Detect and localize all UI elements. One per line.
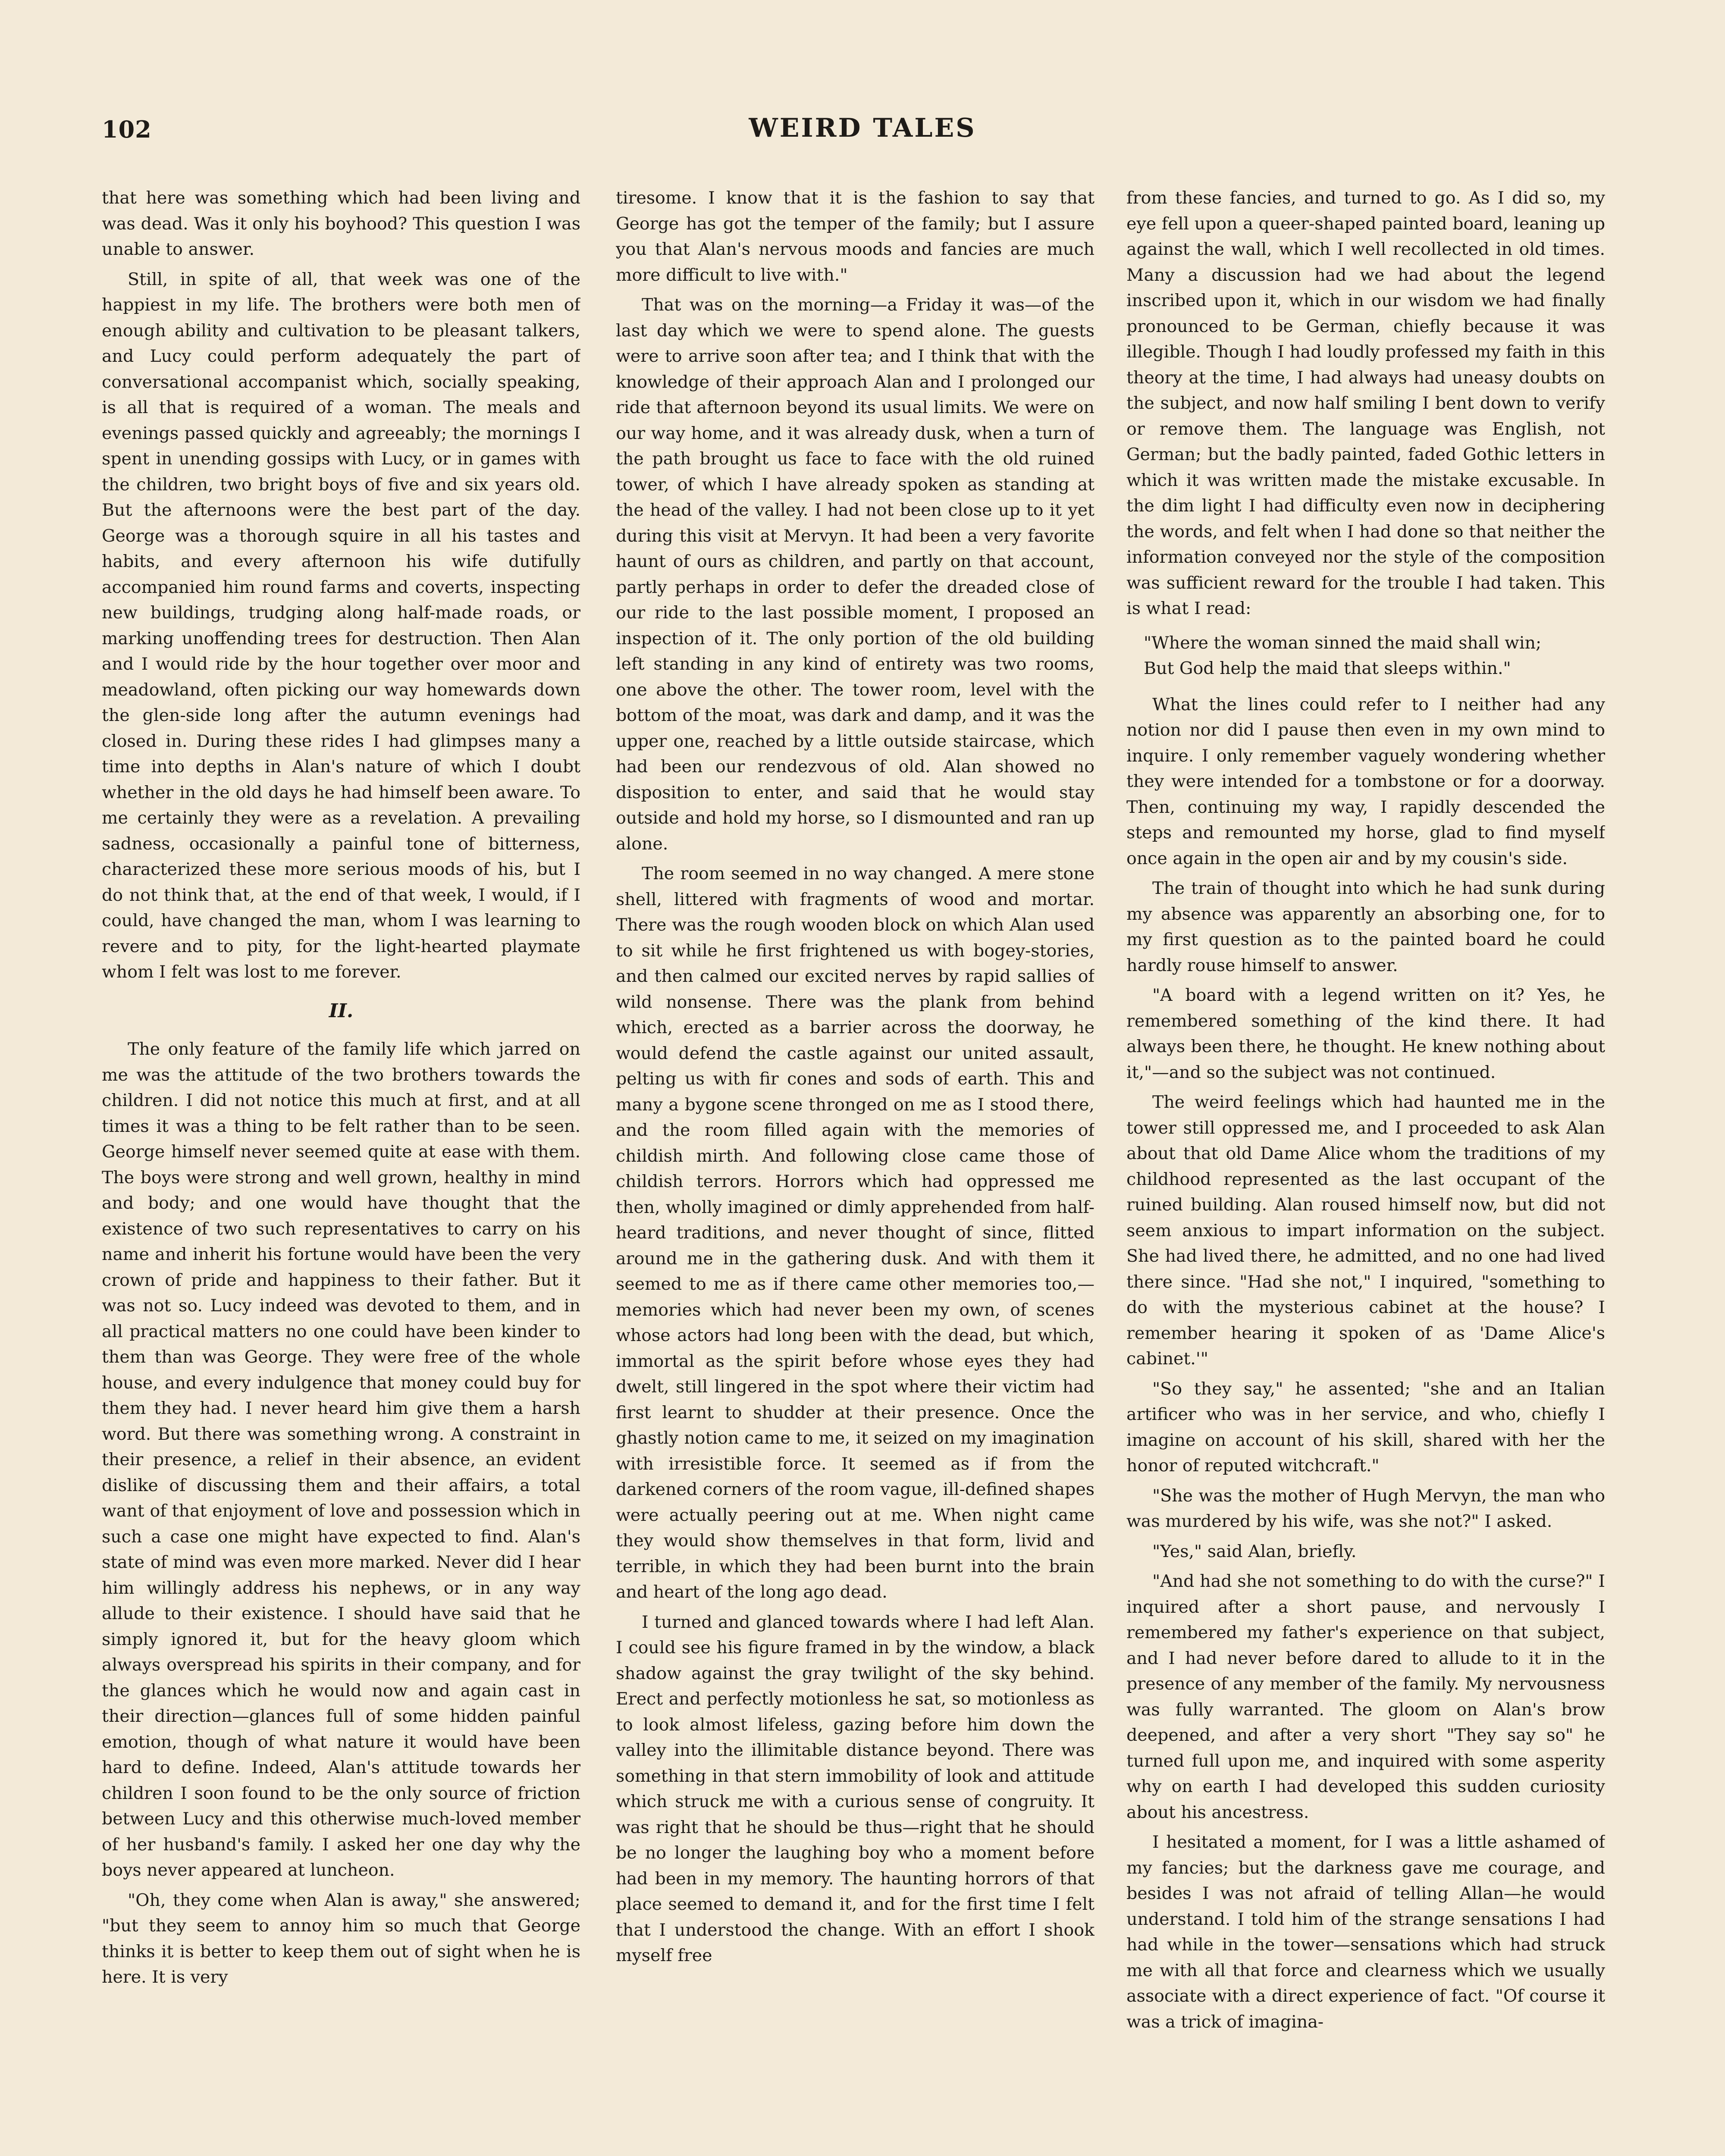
page-number: 102: [102, 116, 152, 143]
paragraph: I hesitated a moment, for I was a little ashamed of my fancies; but the darkness gave me courage, and besides I was not afraid of telling Allan—he would understand. I told him of the strange sensations I had had while in the tower—sensations which had struck me with all that force and clearness which we usually associate with a direct experience of fact. "Of course it was a trick of imagina-: [1126, 1832, 1605, 2032]
verse-line: "Where the woman sinned the maid shall win;: [1144, 633, 1542, 653]
paragraph: "Oh, they come when Alan is away," she answered; "but they seem to annoy him so much that George thinks it is better to keep them out of sight when he is here. It is very: [102, 1890, 580, 1987]
verse-line: But God help the maid that sleeps within.": [1144, 658, 1511, 678]
paragraph: That was on the morning—a Friday it was—of the last day which we were to spend alone. The guests were to arrive soon after tea; and I think that with the knowledge of their approach Alan and I prolonged our ride that afternoon beyond its usual limits. We were on our way home, and it was already dusk, when a turn of the path brought us face to face with the old ruined tower, of which I have already spoken as standing at the head of the valley. I had not been close up to it yet during this visit at Mervyn. It had been a very favorite haunt of ours as children, and partly on that account, partly perhaps in order to defer the dreaded close of our ride to the last possible moment, I proposed an inspection of it. The only portion of the old building left standing in any kind of entirety was two rooms, one above the other. The tower room, level with the bottom of the moat, was dark and damp, and it was the upper one, reached by a little outside staircase, which had been our rendezvous of old. Alan showed no disposition to enter, and said that he would stay outside and hold my horse, so I dismounted and ran up alone.: [616, 295, 1095, 854]
paragraph: "She was the mother of Hugh Mervyn, the man who was murdered by his wife, was she not?" I asked.: [1126, 1485, 1605, 1531]
paragraph: "And had she not something to do with the curse?" I inquired after a short pause, and nervously I remembered my father's experience on that subject, and I had never before dared to allude to it in the presence of any member of the family. My nervousness was fully warranted. The gloom on Alan's brow deepened, and after a very short "They say so" he turned full upon me, and inquired with some asperity why on earth I had developed this sudden curiosity about his ancestress.: [1126, 1571, 1605, 1822]
paragraph: The train of thought into which he had sunk during my absence was apparently an absorbing one, for to my first question as to the painted board he could hardly rouse himself to answer.: [1126, 878, 1605, 975]
running-head: WEIRD TALES: [749, 113, 976, 143]
text-column-2: [616, 185, 1095, 2156]
paragraph: Still, in spite of all, that week was one of the happiest in my life. The brothers were both men of enough ability and cultivation to be pleasant talkers, and Lucy could perform adequately the part of conversational accompanist which, socially speaking, is all that is required of a woman. The meals and evenings passed quickly and agreeably; the mornings I spent in unending gossips with Lucy, or in games with the children, two bright boys of five and six years old. But the afternoons were the best part of the day. George was a thorough squire in all his tastes and habits, and every afternoon his wife dutifully accompanied him round farms and coverts, inspecting new buildings, trudging along half-made roads, or marking unoffending trees for destruction. Then Alan and I would ride by the hour together over moor and meadowland, often picking our way homewards down the glen-side long after the autumn evenings had closed in. During these rides I had glimpses many a time into depths in Alan's nature of which I doubt whether in the old days he had himself been aware. To me certainly they were as a revelation. A prevailing sadness, occasionally a painful tone of bitterness, characterized these more serious moods of his, but I do not think that, at the end of that week, I would, if I could, have changed the man, whom I was learning to revere and to pity, for the light-hearted playmate whom I felt was lost to me forever.: [102, 269, 580, 982]
paragraph: from these fancies, and turned to go. As I did so, my eye fell upon a queer-shaped painted board, leaning up against the wall, which I well recollected in old times. Many a discussion had we had about the legend inscribed upon it, which in our wisdom we had finally pronounced to be German, chiefly because it was illegible. Though I had loudly professed my faith in this theory at the time, I had always had uneasy doubts on the subject, and now half smiling I bent down to verify or remove them. The language was English, not German; but the badly painted, faded Gothic letters in which it was written made the mistake excusable. In the dim light I had difficulty even now in deciphering the words, and felt when I had done so that neither the information conveyed nor the style of the composition was sufficient reward for the trouble I had taken. This is what I read:: [1126, 188, 1605, 618]
text-column-1: [102, 185, 580, 2156]
paragraph: that here was something which had been living and was dead. Was it only his boyhood? This question I was unable to answer.: [102, 188, 580, 259]
paragraph: "Yes," said Alan, briefly.: [1152, 1541, 1357, 1561]
paragraph: The only feature of the family life which jarred on me was the attitude of the two brothers towards the children. I did not notice this much at first, and at all times it was a thing to be felt rather than to be seen. George himself never seemed quite at ease with them. The boys were strong and well grown, healthy in mind and body; and one would have thought that the existence of two such representatives to carry on his name and inherit his fortune would have been the very crown of pride and happiness to their father. But it was not so. Lucy indeed was devoted to them, and in all practical matters no one could have been kinder to them than was George. They were free of the whole house, and every indulgence that money could buy for them they had. I never heard him give them a harsh word. But there was something wrong. A constraint in their presence, a relief in their absence, an evident dislike of discussing them and their affairs, a total want of that enjoyment of love and possession which in such a case one might have expected to find. Alan's state of mind was even more marked. Never did I hear him willingly address his nephews, or in any way allude to their existence. I should have said that he simply ignored it, but for the heavy gloom which always overspread his spirits in their company, and for the glances which he would now and again cast in their direction—glances full of some hidden painful emotion, though of what nature it would have been hard to define. Indeed, Alan's attitude towards her children I soon found to be the only source of friction between Lucy and this otherwise much-loved member of her husband's family. I asked her one day why the boys never appeared at luncheon.: [102, 1039, 580, 1880]
paragraph: tiresome. I know that it is the fashion to say that George has got the temper of the family; but I assure you that Alan's nervous moods and fancies are much more difficult to live with.": [616, 188, 1095, 285]
section-heading: II.: [329, 1000, 354, 1022]
paragraph: "A board with a legend written on it? Yes, he remembered something of the kind there. It had always been there, he thought. He knew nothing about it,"—and so the subject was not continued.: [1126, 985, 1605, 1082]
paragraph: The weird feelings which had haunted me in the tower still oppressed me, and I proceeded to ask Alan about that old Dame Alice whom the traditions of my childhood represented as the last occupant of the ruined building. Alan roused himself now, but did not seem anxious to impart information on the subject. She had lived there, he admitted, and no one had lived there since. "Had she not," I inquired, "something to do with the mysterious cabinet at the house? I remember hearing it spoken of as 'Dame Alice's cabinet.'": [1126, 1092, 1605, 1369]
paragraph: What the lines could refer to I neither had any notion nor did I pause then even in my own mind to inquire. I only remember vaguely wondering whether they were intended for a tombstone or for a doorway. Then, continuing my way, I rapidly descended the steps and remounted my horse, glad to find myself once again in the open air and by my cousin's side.: [1126, 694, 1605, 868]
inscription-verse: [1126, 630, 1605, 682]
paragraph: "So they say," he assented; "she and an Italian artificer who was in her service, and who, chiefly I imagine on account of his skill, shared with her the honor of reputed witchcraft.": [1126, 1379, 1605, 1476]
paragraph: I turned and glanced towards where I had left Alan. I could see his figure framed in by the window, a black shadow against the gray twilight of the sky behind. Erect and perfectly motionless he sat, so motionless as to look almost lifeless, gazing before him down the valley into the illimitable distance beyond. There was something in that stern immobility of look and attitude which struck me with a curious sense of congruity. It was right that he should be thus—right that he should be no longer the laughing boy who a moment before had been in my memory. The haunting horrors of that place seemed to demand it, and for the first time I felt that I understood the change. With an effort I shook myself free: [616, 1612, 1095, 1965]
paragraph: The room seemed in no way changed. A mere stone shell, littered with fragments of wood and mortar. There was the rough wooden block on which Alan used to sit while he first frightened us with bogey-stories, and then calmed our excited nerves by rapid sallies of wild nonsense. There was the plank from behind which, erected as a barrier across the doorway, he would defend the castle against our united assault, pelting us with fir cones and sods of earth. This and many a bygone scene thronged on me as I stood there, and the room filled again with the memories of childish mirth. And following close came those of childish terrors. Horrors which had oppressed me then, wholly imagined or dimly apprehended from half-heard traditions, and never thought of since, flitted around me in the gathering dusk. And with them it seemed to me as if there came other memories too,—memories which had never been my own, of scenes whose actors had long been with the dead, but which, immortal as the spirit before whose eyes they had dwelt, still lingered in the spot where their victim had first learnt to shudder at their presence. Once the ghastly notion came to me, it seized on my imagination with irresistible force. It seemed as if from the darkened corners of the room vague, ill-defined shapes were actually peering out at me. When night came they would show themselves in that form, livid and terrible, in which they had been burnt into the brain and heart of the long ago dead.: [616, 864, 1095, 1602]
text-column-3: [1126, 185, 1605, 2156]
